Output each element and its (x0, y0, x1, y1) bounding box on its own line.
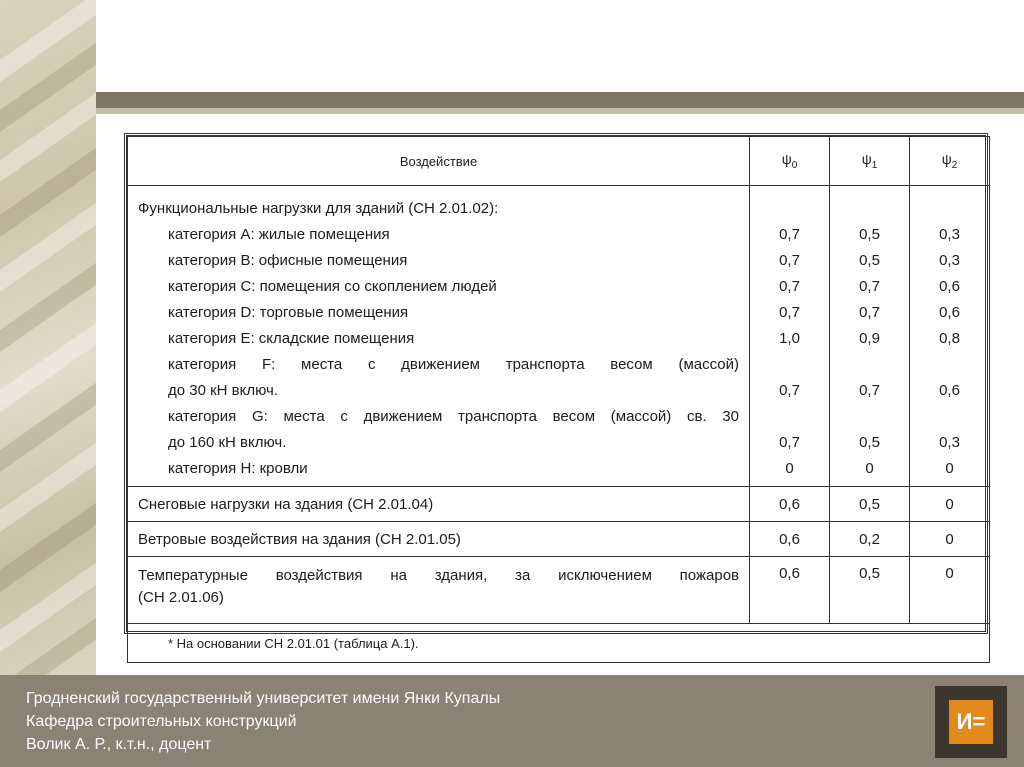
temperature-psi0: 0,6 (750, 557, 830, 624)
psi1-h: 0 (865, 460, 874, 477)
wind-psi2: 0 (910, 522, 990, 557)
psi2-h: 0 (945, 460, 954, 477)
table-note: * На основании СН 2.01.01 (таблица А.1). (128, 624, 990, 663)
cat-b: категория В: офисные помещения (168, 252, 408, 269)
coefficients-table (124, 133, 988, 651)
cat-g-line2: до 160 кН включ. (168, 434, 287, 451)
wind-psi0: 0,6 (750, 522, 830, 557)
psi0-g: 0,7 (779, 434, 800, 451)
footer-department: Кафедра строительных конструкций (26, 713, 297, 730)
psi1-g: 0,5 (859, 434, 880, 451)
psi2-a: 0,3 (939, 226, 960, 243)
psi0-f: 0,7 (779, 382, 800, 399)
snow-psi0: 0,6 (750, 487, 830, 522)
cat-f-line2: до 30 кН включ. (168, 382, 279, 399)
functional-psi1-cell (830, 186, 910, 487)
cat-f-line1: категория F: места с движением транспорта весом (массой) (168, 356, 739, 373)
temperature-label-cell (128, 557, 750, 624)
psi0-h: 0 (785, 460, 794, 477)
temperature-label-line1: Температурные воздействия на здания, за исключением пожаров (138, 567, 739, 584)
university-logo (935, 686, 1007, 758)
psi1-e: 0,9 (859, 330, 880, 347)
psi0-d: 0,7 (779, 304, 800, 321)
psi1-a: 0,5 (859, 226, 880, 243)
functional-psi0-cell (750, 186, 830, 487)
wind-psi1: 0,2 (830, 522, 910, 557)
cat-a: категория А: жилые помещения (168, 226, 390, 243)
psi1-b: 0,5 (859, 252, 880, 269)
psi1-c: 0,7 (859, 278, 880, 295)
psi2-e: 0,8 (939, 330, 960, 347)
left-decoration (0, 0, 96, 675)
snow-label: Снеговые нагрузки на здания (СН 2.01.04) (128, 487, 750, 522)
functional-psi2-cell (910, 186, 990, 487)
psi0-b: 0,7 (779, 252, 800, 269)
functional-actions-cell (128, 186, 750, 487)
top-band (96, 92, 1024, 108)
table-row-wind (128, 522, 990, 557)
psi0-e: 1,0 (779, 330, 800, 347)
cat-d: категория D: торговые помещения (168, 304, 409, 321)
header-psi0: $\psi_0$ (750, 137, 830, 186)
temperature-psi2: 0 (910, 557, 990, 624)
snow-psi2: 0 (910, 487, 990, 522)
footer-author: Волик А. Р., к.т.н., доцент (26, 736, 212, 753)
cat-h: категория Н: кровли (168, 460, 308, 477)
functional-title: Функциональные нагрузки для зданий (СН 2.01.02): (138, 200, 499, 217)
table-row-note (128, 624, 990, 663)
footer (0, 675, 1024, 767)
footer-university: Гродненский государственный университет имени Янки Купалы (26, 690, 501, 707)
header-psi1: $\psi_1$ (830, 137, 910, 186)
psi1-d: 0,7 (859, 304, 880, 321)
temperature-label-line2: (СН 2.01.06) (138, 589, 224, 606)
table-header-row (128, 137, 990, 186)
psi2-b: 0,3 (939, 252, 960, 269)
top-band-light (96, 108, 1024, 114)
cat-c: категория С: помещения со скоплением людей (168, 278, 497, 295)
logo-text: И= (956, 709, 986, 734)
table-row-temperature (128, 557, 990, 624)
table-row-snow (128, 487, 990, 522)
temperature-psi1: 0,5 (830, 557, 910, 624)
wind-label: Ветровые воздействия на здания (СН 2.01.05) (128, 522, 750, 557)
psi0-a: 0,7 (779, 226, 800, 243)
psi2-c: 0,6 (939, 278, 960, 295)
table-row-functional (128, 186, 990, 487)
header-psi2: $\psi_2$ (910, 137, 990, 186)
psi2-f: 0,6 (939, 382, 960, 399)
psi0-c: 0,7 (779, 278, 800, 295)
psi2-g: 0,3 (939, 434, 960, 451)
cat-e: категория Е: складские помещения (168, 330, 415, 347)
snow-psi1: 0,5 (830, 487, 910, 522)
psi1-f: 0,7 (859, 382, 880, 399)
header-action: Воздействие (128, 137, 750, 186)
cat-g-line1: категория G: места с движением транспорта весом (массой) св. 30 (168, 408, 739, 425)
psi2-d: 0,6 (939, 304, 960, 321)
